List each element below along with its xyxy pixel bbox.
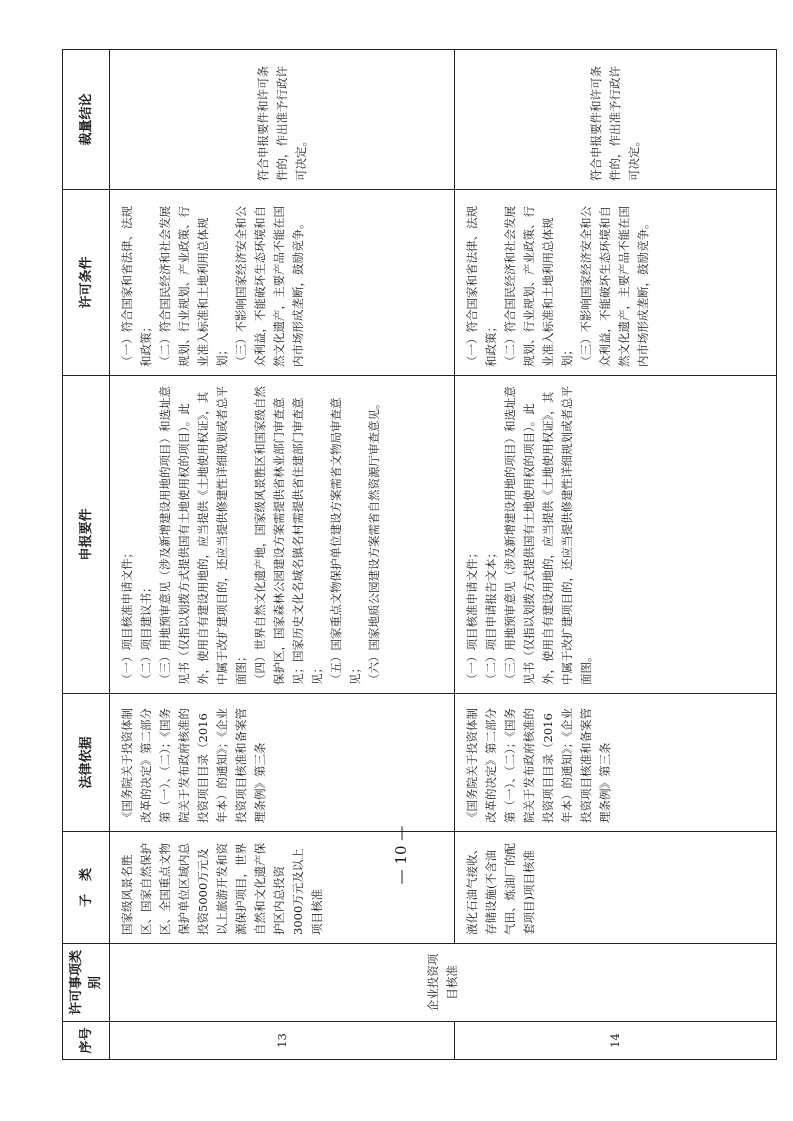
row-conditions <box>455 190 777 376</box>
material-item: （一）项目核准申请文件； <box>465 547 479 685</box>
row-conclusion: 符合申报要件和许可条件的，作出准予行政许可决定。 <box>110 50 455 190</box>
row-materials <box>455 376 777 694</box>
table-row <box>110 50 455 1060</box>
material-item: （二）项目申请报告文本； <box>484 547 498 685</box>
material-item: （二）项目建议书； <box>139 581 153 685</box>
condition-item: （三）不影响国家经济安全和公众利益，不能破坏生态环境和自然文化遗产，主要产品不能在国内市场形成垄断，鼓励竞争。 <box>579 206 650 367</box>
material-item: （一）项目核准申请文件； <box>120 547 134 685</box>
row-basis: 《国务院关于投资体制改革的决定》第二部分第（一）、（二）；《国务院关于发布政府核准的投资项目目录（2016年本）的通知》；《企业投资项目核准和备案管理条例》第三条 <box>455 694 777 832</box>
header-subtype: 子 类 <box>63 832 110 944</box>
table-header-row <box>63 50 110 1060</box>
row-conditions <box>110 190 455 376</box>
condition-item: （二）符合国民经济和社会发展规划、行业规划、产业政策、行业准入标准和土地利用总体规划； <box>503 206 574 367</box>
row-basis: 《国务院关于投资体制改革的决定》第二部分第（一）、（二）；《国务院关于发布政府核准的投资项目目录（2016年本）的通知》；《企业投资项目核准和备案管理条例》第三条 <box>110 694 455 832</box>
condition-item: （二）符合国民经济和社会发展规划、行业规划、产业政策、行业准入标准和土地利用总体规划； <box>158 206 229 367</box>
header-conclusion: 裁量结论 <box>63 50 110 190</box>
table-row <box>455 50 777 1060</box>
row-subtype: 国家级风景名胜区、国家自然保护区、全国重点文物保护单位区域内总投资5000万元及以上旅游开发和资源保护项目，世界自然和文化遗产保护区内总投资3000万元及以上项目核准 <box>110 832 455 944</box>
header-materials: 申报要件 <box>63 376 110 694</box>
material-item: （三）用地预审意见（涉及新增建设用地的项目）和选址意见书（仅指以划拨方式提供国有土地使用权的项目）。此外，使用自有建设用地的，应当提供《土地使用权证》，其中属于改扩建项目的，还应当提供修建性详细规划或者总平面图； <box>158 386 248 685</box>
category-cell: 企业投资项目核准 <box>110 944 777 1022</box>
row-materials <box>110 376 455 694</box>
row-conclusion: 符合申报要件和许可条件的，作出准予行政许可决定。 <box>455 50 777 190</box>
header-basis: 法律依据 <box>63 694 110 832</box>
row-seq: 13 <box>110 1022 455 1060</box>
header-conditions: 许可条件 <box>63 190 110 376</box>
material-item: （六）国家地质公园建设方案需省自然资源厅审查意见。 <box>367 397 381 685</box>
header-category: 许可事项类别 <box>63 944 110 1022</box>
condition-item: （一）符合国家和省法律、法规和政策； <box>120 206 153 367</box>
row-subtype: 液化石油气接收、存储设施(不含油气田、炼油厂的配套项目)项目核准 <box>455 832 777 944</box>
row-seq: 14 <box>455 1022 777 1060</box>
material-item: （四）世界自然文化遗产地，国家级风景胜区和国家级自然保护区，国家森林公园建设方案需提供省林业部门审查意见；国家历史文化名城名镇名村需提供省住建部门审查意见； <box>253 386 324 685</box>
material-item: （五）国家重点文物保护单位建设方案需省文物局审查意见； <box>329 397 362 685</box>
rotated-landscape-page <box>62 50 777 1060</box>
page-number: — 10 — <box>392 825 410 885</box>
condition-item: （三）不影响国家经济安全和公众利益，不能破坏生态环境和自然文化遗产，主要产品不能在国内市场形成垄断，鼓励竞争。 <box>234 206 305 367</box>
material-item: （三）用地预审意见（涉及新增建设用地的项目）和选址意见书（仅指以划拨方式提供国有土地使用权的项目）。此外，使用自有建设用地的，应当提供《土地使用权证》，其中属于改扩建项目的，还应当提供修建性详细规划或者总平面图。 <box>503 386 593 685</box>
header-seq: 序号 <box>63 1022 110 1060</box>
condition-item: （一）符合国家和省法律、法规和政策； <box>465 206 498 367</box>
permit-table <box>62 49 777 1060</box>
